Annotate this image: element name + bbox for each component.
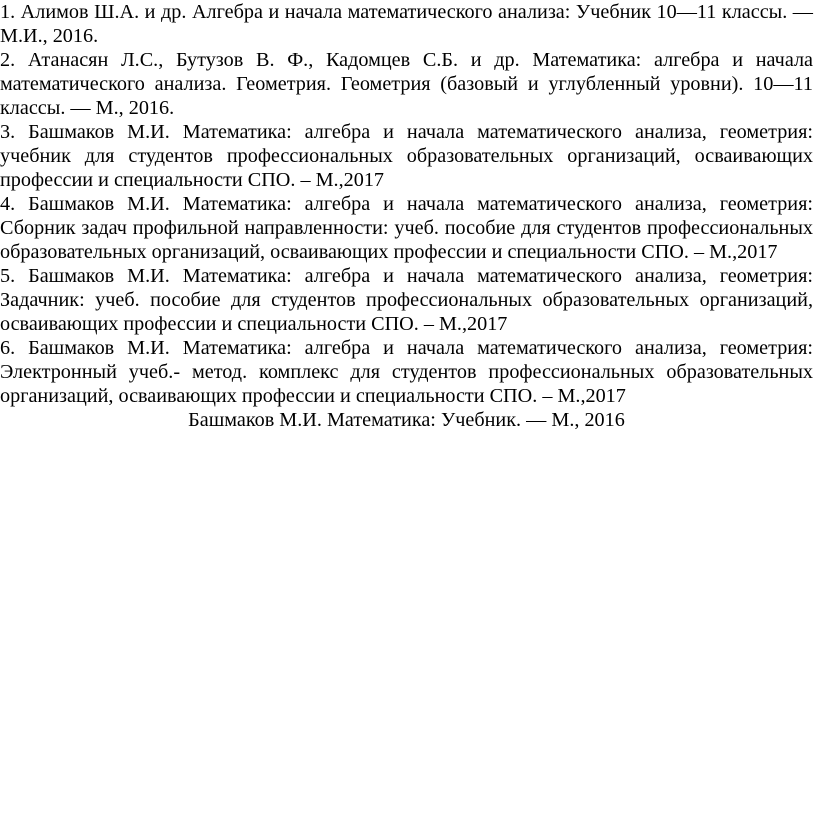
centered-reference: Башмаков М.И. Математика: Учебник. — М., 2016 <box>188 409 625 431</box>
reference-item-6: 6. Башмаков М.И. Математика: алгебра и начала математического анализа, геометрия: Электронный учеб.- метод. комплекс для студентов профессиональных образовательных организаций, осваивающих профессии и специальности СПО. – М.,2017 <box>0 337 813 407</box>
reference-item-5: 5. Башмаков М.И. Математика: алгебра и начала математического анализа, геометрия: Задачник: учеб. пособие для студентов профессиональных образовательных организаций, осваивающих профессии и специальности СПО. – М.,2017 <box>0 265 813 335</box>
reference-item-2: 2. Атанасян Л.С., Бутузов В. Ф., Кадомцев С.Б. и др. Математика: алгебра и начала математического анализа. Геометрия. Геометрия (базовый и углубленный уровни). 10—11 классы. — М., 2016. <box>0 49 813 119</box>
reference-item-3: 3. Башмаков М.И. Математика: алгебра и начала математического анализа, геометрия: учебник для студентов профессиональных образовательных организаций, осваивающих профессии и специальности СПО. – М.,2017 <box>0 121 813 191</box>
reference-item-4: 4. Башмаков М.И. Математика: алгебра и начала математического анализа, геометрия: Сборник задач профильной направленности: учеб. пособие для студентов профессиональных образовательных организаций, осваивающих профессии и специальности СПО. – М.,2017 <box>0 193 813 263</box>
reference-item-1: 1. Алимов Ш.А. и др. Алгебра и начала математического анализа: Учебник 10—11 классы. — М.И., 2016. <box>0 1 813 47</box>
